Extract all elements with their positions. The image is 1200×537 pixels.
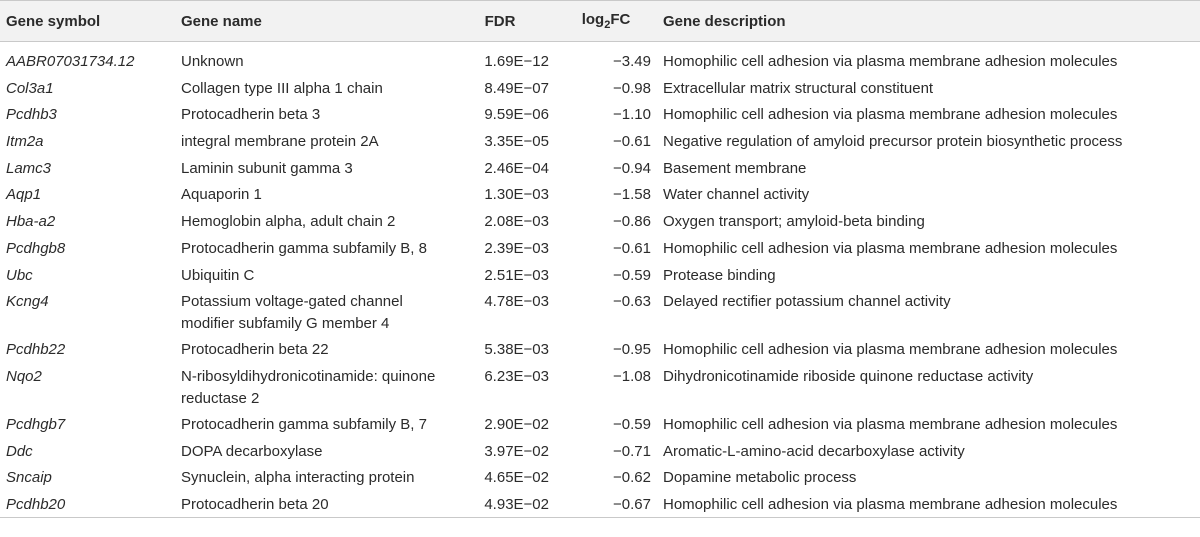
cell-gene-name: Protocadherin gamma subfamily B, 8: [181, 239, 427, 257]
cell-fdr: 3.97E−02: [484, 442, 549, 460]
cell-gene-description: Protease binding: [663, 266, 776, 284]
cell-log2fc: −1.08: [613, 367, 651, 385]
cell-gene-name: Laminin subunit gamma 3: [181, 159, 353, 177]
table-row: [0, 335, 1200, 362]
header-log2fc-prefix: log: [581, 11, 605, 28]
table-row: [0, 234, 1200, 261]
cell-fdr: 4.65E−02: [484, 469, 549, 487]
cell-gene-symbol: Ubc: [6, 266, 33, 284]
cell-fdr: 4.93E−02: [484, 495, 549, 513]
cell-gene-name: DOPA decarboxylase: [181, 442, 323, 460]
cell-fdr: 2.08E−03: [484, 213, 549, 231]
header-log2fc-suffix: FC: [610, 11, 631, 28]
header-row: [0, 1, 1200, 42]
cell-gene-name: Protocadherin beta 20: [181, 495, 329, 513]
cell-fdr: 2.39E−03: [484, 239, 549, 257]
table-row: [0, 437, 1200, 464]
cell-log2fc: −0.59: [613, 415, 651, 433]
cell-gene-name: Synuclein, alpha interacting protein: [181, 469, 415, 487]
cell-log2fc: −0.61: [613, 239, 651, 257]
cell-gene-description: Homophilic cell adhesion via plasma membrane adhesion molecules: [663, 415, 1118, 433]
cell-gene-description: Homophilic cell adhesion via plasma membrane adhesion molecules: [663, 239, 1118, 257]
cell-gene-symbol: Col3a1: [6, 79, 54, 97]
header-gene-symbol: Gene symbol: [0, 1, 175, 42]
cell-log2fc: −0.86: [613, 213, 651, 231]
table-row: [0, 207, 1200, 234]
cell-gene-name: Hemoglobin alpha, adult chain 2: [181, 213, 396, 231]
cell-fdr: 2.90E−02: [484, 415, 549, 433]
cell-gene-symbol: Pcdhb20: [6, 495, 66, 513]
table-body: [0, 42, 1200, 518]
cell-log2fc: −3.49: [613, 53, 651, 70]
cell-log2fc: −0.61: [613, 133, 651, 151]
cell-gene-description: Basement membrane: [663, 159, 807, 177]
cell-gene-symbol: Pcdhgb8: [6, 239, 66, 257]
table-row: [0, 100, 1200, 127]
cell-gene-symbol: Pcdhb3: [6, 106, 57, 124]
table-row: [0, 74, 1200, 101]
cell-gene-description: Delayed rectifier potassium channel activity: [663, 293, 951, 311]
table-row: [0, 261, 1200, 288]
cell-gene-name: Ubiquitin C: [181, 266, 255, 284]
cell-gene-description: Extracellular matrix structural constituent: [663, 79, 934, 97]
cell-gene-symbol: Nqo2: [6, 367, 42, 385]
cell-gene-name: Protocadherin beta 22: [181, 341, 329, 359]
cell-gene-symbol: Itm2a: [6, 133, 44, 151]
table-row: [0, 127, 1200, 154]
cell-gene-description: Homophilic cell adhesion via plasma membrane adhesion molecules: [663, 341, 1118, 359]
table-row: [0, 287, 1200, 335]
table-row: [0, 362, 1200, 410]
cell-fdr: 3.35E−05: [484, 133, 549, 151]
header-gene-description: Gene description: [657, 1, 1200, 42]
cell-gene-description: Homophilic cell adhesion via plasma membrane adhesion molecules: [663, 495, 1118, 513]
cell-gene-symbol: Pcdhb22: [6, 341, 66, 359]
table-row: [0, 154, 1200, 181]
cell-log2fc: −0.62: [613, 469, 651, 487]
cell-gene-description: Aromatic-L-amino-acid decarboxylase activity: [663, 442, 965, 460]
cell-log2fc: −1.10: [613, 106, 651, 124]
cell-gene-symbol: Aqp1: [6, 186, 42, 204]
cell-gene-symbol: Sncaip: [6, 469, 52, 487]
cell-gene-name: N-ribosyldihydronicotinamide: quinone reductase 2: [181, 367, 436, 407]
cell-gene-description: Dopamine metabolic process: [663, 469, 857, 487]
table-row: [0, 463, 1200, 490]
table-row: [0, 410, 1200, 437]
cell-fdr: 2.51E−03: [484, 266, 549, 284]
header-gene-name: Gene name: [175, 1, 445, 42]
cell-log2fc: −1.58: [613, 186, 651, 204]
cell-fdr: 1.69E−12: [484, 53, 549, 70]
cell-log2fc: −0.63: [613, 293, 651, 311]
cell-fdr: 1.30E−03: [484, 186, 549, 204]
cell-gene-name: Collagen type III alpha 1 chain: [181, 79, 383, 97]
cell-gene-description: Negative regulation of amyloid precursor protein biosynthetic process: [663, 133, 1123, 151]
cell-gene-symbol: Pcdhgb7: [6, 415, 66, 433]
cell-gene-description: Homophilic cell adhesion via plasma membrane adhesion molecules: [663, 106, 1118, 124]
header-log2fc-sub: 2: [604, 19, 611, 31]
cell-gene-description: Dihydronicotinamide riboside quinone reductase activity: [663, 367, 1034, 385]
cell-log2fc: −0.98: [613, 79, 651, 97]
cell-gene-name: Aquaporin 1: [181, 186, 262, 204]
header-fdr: FDR: [445, 1, 555, 42]
cell-fdr: 4.78E−03: [484, 293, 549, 311]
table-row: [0, 180, 1200, 207]
cell-gene-description: Homophilic cell adhesion via plasma membrane adhesion molecules: [663, 53, 1118, 70]
cell-gene-description: Water channel activity: [663, 186, 810, 204]
cell-gene-symbol: Kcng4: [6, 293, 49, 311]
cell-log2fc: −0.95: [613, 341, 651, 359]
cell-gene-name: Unknown: [181, 53, 244, 70]
cell-gene-description: Oxygen transport; amyloid-beta binding: [663, 213, 925, 231]
cell-fdr: 2.46E−04: [484, 159, 549, 177]
cell-gene-name: integral membrane protein 2A: [181, 133, 379, 151]
cell-gene-symbol: Hba-a2: [6, 213, 56, 231]
cell-fdr: 8.49E−07: [484, 79, 549, 97]
cell-gene-name: Potassium voltage-gated channel modifier subfamily G member 4: [181, 293, 403, 333]
cell-gene-symbol: AABR07031734.12: [6, 53, 135, 70]
cell-gene-name: Protocadherin beta 3: [181, 106, 321, 124]
table-row: [0, 490, 1200, 517]
cell-gene-symbol: Ddc: [6, 442, 33, 460]
cell-log2fc: −0.59: [613, 266, 651, 284]
cell-fdr: 6.23E−03: [484, 367, 549, 385]
header-log2fc: [555, 1, 657, 42]
cell-log2fc: −0.94: [613, 159, 651, 177]
cell-log2fc: −0.71: [613, 442, 651, 460]
cell-gene-symbol: Lamc3: [6, 159, 52, 177]
cell-log2fc: −0.67: [613, 495, 651, 513]
table-row: [0, 42, 1200, 74]
cell-fdr: 9.59E−06: [484, 106, 549, 124]
cell-fdr: 5.38E−03: [484, 341, 549, 359]
cell-gene-name: Protocadherin gamma subfamily B, 7: [181, 415, 427, 433]
